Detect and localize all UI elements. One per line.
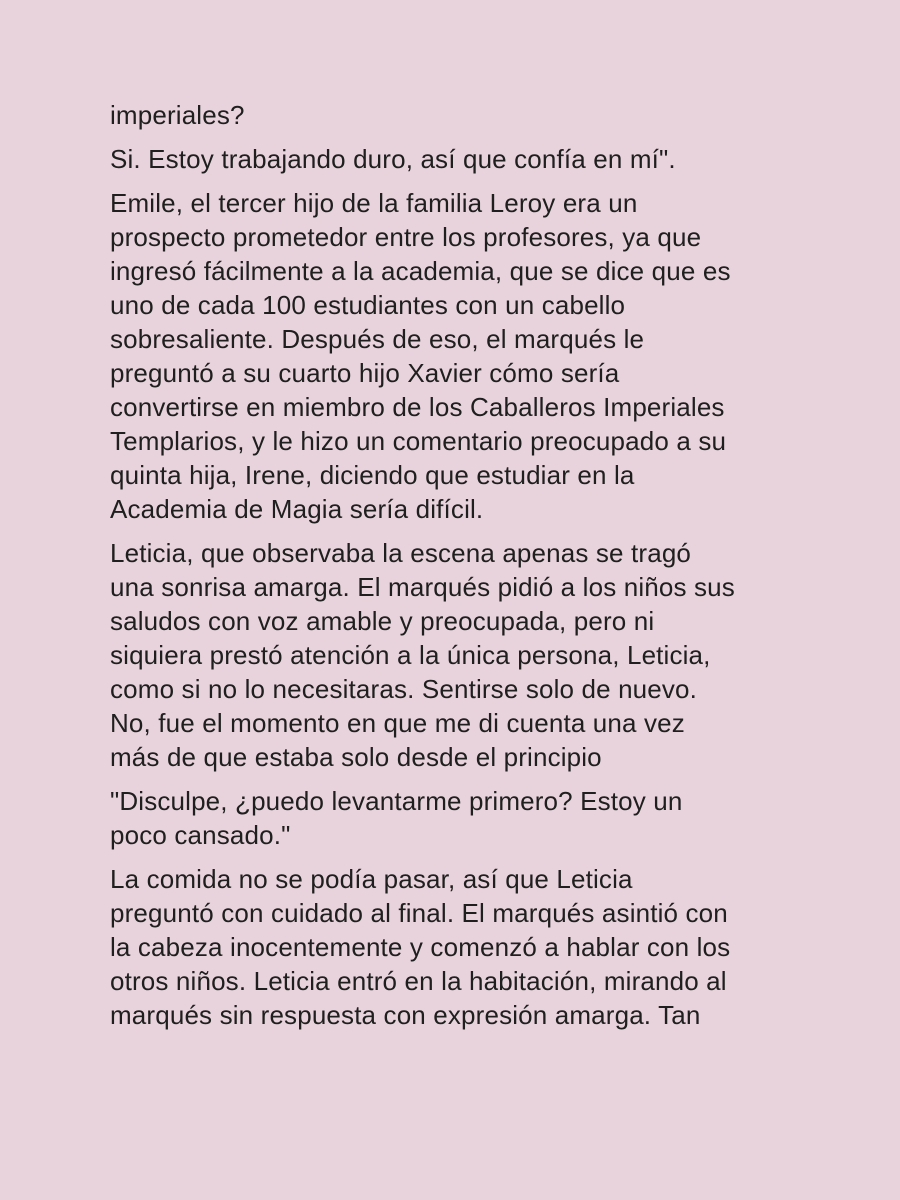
text-line: ingresó fácilmente a la academia, que se dice que es [110, 256, 731, 286]
text-line: preguntó con cuidado al final. El marqués asintió con [110, 898, 728, 928]
text-line: No, fue el momento en que me di cuenta una vez [110, 708, 685, 738]
text-line: saludos con voz amable y preocupada, pero ni [110, 606, 655, 636]
text-line: Si. Estoy trabajando duro, así que confía en mí". [110, 144, 676, 174]
text-line: La comida no se podía pasar, así que Leticia [110, 864, 633, 894]
text-line: Templarios, y le hizo un comentario preocupado a su [110, 426, 727, 456]
text-line: sobresaliente. Después de eso, el marqués le [110, 324, 645, 354]
paragraph-5 [110, 784, 804, 852]
paragraph-6 [110, 862, 804, 1032]
text-line: Emile, el tercer hijo de la familia Leroy era un [110, 188, 638, 218]
text-line: preguntó a su cuarto hijo Xavier cómo sería [110, 358, 620, 388]
text-line: Academia de Magia sería difícil. [110, 494, 484, 524]
paragraph-1 [110, 98, 804, 132]
paragraph-4 [110, 536, 804, 774]
text-line: la cabeza inocentemente y comenzó a hablar con los [110, 932, 731, 962]
paragraph-3 [110, 186, 804, 526]
text-line: poco cansado." [110, 820, 291, 850]
text-line: quinta hija, Irene, diciendo que estudiar en la [110, 460, 635, 490]
text-line: "Disculpe, ¿puedo levantarme primero? Estoy un [110, 786, 683, 816]
text-line: más de que estaba solo desde el principio [110, 742, 602, 772]
text-line: uno de cada 100 estudiantes con un cabello [110, 290, 626, 320]
text-line: una sonrisa amarga. El marqués pidió a los niños sus [110, 572, 735, 602]
text-line: Leticia, que observaba la escena apenas se tragó [110, 538, 692, 568]
text-line: convertirse en miembro de los Caballeros Imperiales [110, 392, 725, 422]
text-line: prospecto prometedor entre los profesores, ya que [110, 222, 702, 252]
text-line: imperiales? [110, 100, 245, 130]
text-line: marqués sin respuesta con expresión amarga. Tan [110, 1000, 701, 1030]
text-line: otros niños. Leticia entró en la habitación, mirando al [110, 966, 727, 996]
paragraph-2 [110, 142, 804, 176]
text-line: como si no lo necesitaras. Sentirse solo de nuevo. [110, 674, 698, 704]
text-line: siquiera prestó atención a la única persona, Leticia, [110, 640, 711, 670]
